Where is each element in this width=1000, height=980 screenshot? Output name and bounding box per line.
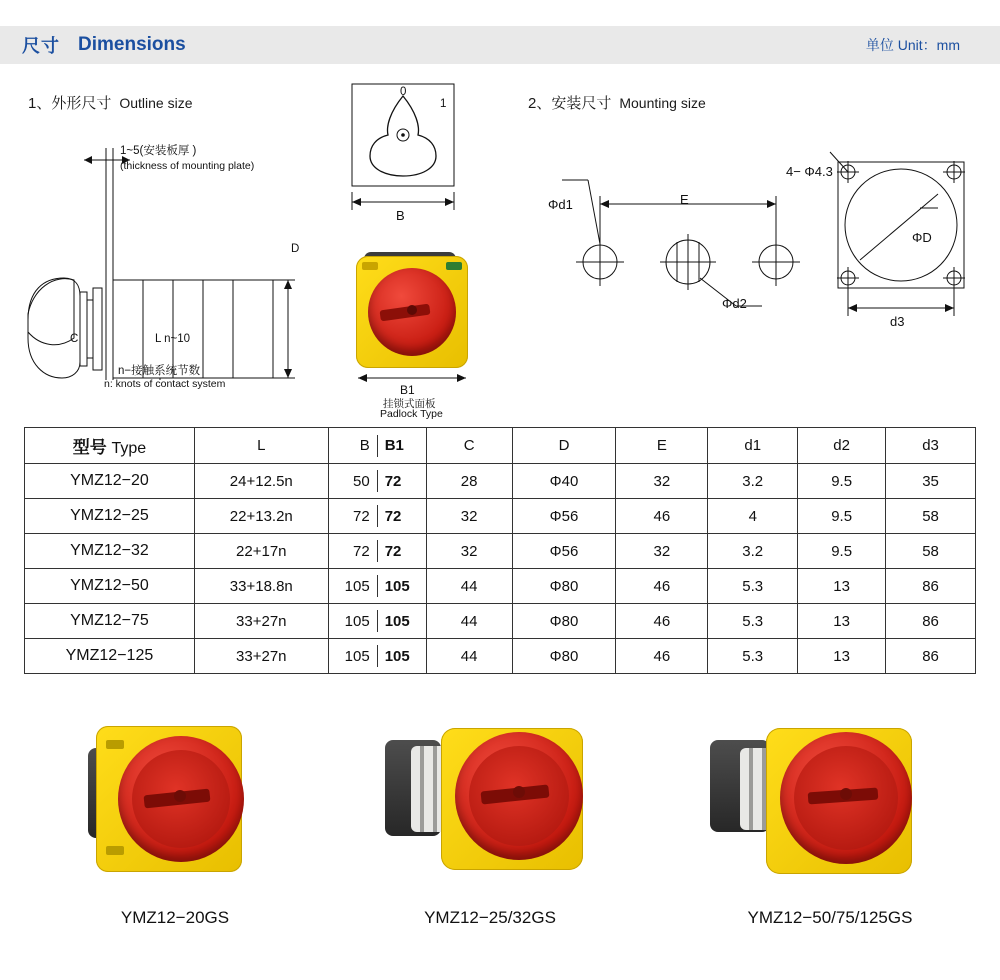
switch-image-2 (345, 710, 635, 900)
cell-L: 33+27n (194, 604, 328, 639)
section-1-label (28, 92, 193, 113)
table-row (25, 604, 976, 639)
cell-d3: 86 (886, 569, 976, 604)
cell-type: YMZ12−75 (25, 604, 195, 639)
cell-B: 72 (353, 542, 370, 560)
product-photo-2 (345, 710, 635, 928)
cell-D: Φ80 (512, 569, 616, 604)
dim-d1-label: Φd1 (548, 197, 573, 212)
cell-E: 46 (616, 569, 708, 604)
section-1-cn: 外形尺寸 (51, 95, 112, 112)
dim-B-label: B (396, 208, 405, 223)
col-E: E (616, 428, 708, 464)
page-title-en: Dimensions (78, 34, 186, 55)
dim-B1-label: B1 (400, 383, 415, 397)
cell-d2: 13 (798, 604, 886, 639)
table-row (25, 464, 976, 499)
table-row (25, 499, 976, 534)
plate-thickness-en: (thickness of mounting plate) (120, 160, 255, 172)
padlock-caption-en: Padlock Type (380, 408, 443, 420)
col-B1: B1 (384, 437, 404, 454)
cell-C: 28 (426, 464, 512, 499)
front-panel-drawing (340, 78, 480, 218)
photo-caption-1: YMZ12−20GS (120, 908, 230, 927)
position-0-label: 0 (400, 86, 407, 98)
col-d3: d3 (886, 428, 976, 464)
cell-d1: 5.3 (708, 639, 798, 674)
cell-C: 44 (426, 604, 512, 639)
col-d1: d1 (708, 428, 798, 464)
cell-d2: 13 (798, 639, 886, 674)
col-D: D (512, 428, 616, 464)
cell-L: 24+12.5n (194, 464, 328, 499)
switch-image-3 (680, 710, 980, 900)
cell-B-B1 (328, 639, 426, 674)
cell-d2: 9.5 (798, 464, 886, 499)
cell-type: YMZ12−20 (25, 464, 195, 499)
plate-thickness-cn: 1~5(安装板厚 ) (120, 145, 197, 157)
mounting-hole-pattern (540, 160, 830, 340)
cell-B1: 105 (384, 612, 410, 630)
cell-d3: 58 (886, 499, 976, 534)
cell-type: YMZ12−25 (25, 499, 195, 534)
cell-L: 33+18.8n (194, 569, 328, 604)
cell-L: 22+13.2n (194, 499, 328, 534)
page-header (0, 26, 1000, 64)
cell-L: 33+27n (194, 639, 328, 674)
cell-D: Φ40 (512, 464, 616, 499)
cell-E: 32 (616, 464, 708, 499)
product-photo-1 (40, 710, 310, 928)
col-type (25, 428, 195, 464)
cell-d2: 9.5 (798, 534, 886, 569)
section-2-index: 2、 (528, 95, 552, 112)
section-2-cn: 安装尺寸 (551, 95, 612, 112)
cell-E: 46 (616, 639, 708, 674)
col-B-B1 (328, 428, 426, 464)
cell-D: Φ80 (512, 639, 616, 674)
cell-d2: 9.5 (798, 499, 886, 534)
cell-d3: 35 (886, 464, 976, 499)
padlock-caption-cn: 挂锁式面板 (383, 398, 436, 410)
dim-E-label: E (680, 192, 689, 207)
col-C: C (426, 428, 512, 464)
dim-C-label: C (70, 333, 79, 345)
cell-type: YMZ12−32 (25, 534, 195, 569)
cell-B: 72 (353, 507, 370, 525)
cell-B: 105 (344, 612, 370, 630)
col-type-cn: 型号 (72, 438, 107, 457)
specification-table (24, 427, 976, 674)
dim-D-label: D (291, 243, 300, 255)
switch-image-1 (40, 710, 310, 900)
table-header-row (25, 428, 976, 464)
cell-B-B1 (328, 604, 426, 639)
cell-C: 32 (426, 499, 512, 534)
padlock-type-photo (356, 252, 468, 370)
cell-type: YMZ12−125 (25, 639, 195, 674)
cell-D: Φ80 (512, 604, 616, 639)
table-row (25, 569, 976, 604)
cell-B1: 105 (384, 647, 410, 665)
cell-B-B1 (328, 534, 426, 569)
dim-BigD-label: ΦD (912, 230, 932, 245)
cell-B1: 105 (384, 577, 410, 595)
cell-B1: 72 (384, 507, 402, 525)
dim-d3-label: d3 (890, 314, 905, 329)
section-2-en: Mounting size (619, 95, 706, 111)
section-1-index: 1、 (28, 95, 52, 112)
cell-C: 32 (426, 534, 512, 569)
cell-d1: 3.2 (708, 464, 798, 499)
cell-d3: 86 (886, 604, 976, 639)
mounting-plate-drawing (820, 150, 990, 340)
section-1-en: Outline size (119, 95, 193, 111)
cell-d1: 5.3 (708, 604, 798, 639)
cell-B: 105 (344, 577, 370, 595)
col-type-en: Type (111, 440, 147, 457)
cell-C: 44 (426, 569, 512, 604)
cell-E: 46 (616, 604, 708, 639)
table-row (25, 639, 976, 674)
cell-L: 22+17n (194, 534, 328, 569)
cell-d1: 4 (708, 499, 798, 534)
cell-D: Φ56 (512, 499, 616, 534)
cell-B: 105 (344, 647, 370, 665)
photo-caption-3: YMZ12−50/75/125GS (747, 908, 913, 927)
col-d2: d2 (798, 428, 886, 464)
cell-B-B1 (328, 499, 426, 534)
cell-C: 44 (426, 639, 512, 674)
cell-B1: 72 (384, 542, 402, 560)
cell-E: 32 (616, 534, 708, 569)
cell-B-B1 (328, 569, 426, 604)
cell-d3: 58 (886, 534, 976, 569)
cell-B1: 72 (384, 472, 402, 490)
position-1-label: 1 (440, 98, 447, 110)
table-row (25, 534, 976, 569)
col-B: B (359, 437, 370, 454)
product-photo-3 (680, 710, 980, 928)
knots-note-en: n: knots of contact system (104, 378, 226, 390)
page-title-cn: 尺寸 (22, 36, 60, 56)
cell-d3: 86 (886, 639, 976, 674)
unit-label: 单位 Unit：mm (865, 37, 960, 53)
cell-D: Φ56 (512, 534, 616, 569)
dim-d2-label: Φd2 (722, 296, 747, 311)
cell-B: 50 (353, 472, 370, 490)
cell-d2: 13 (798, 569, 886, 604)
cell-d1: 5.3 (708, 569, 798, 604)
product-photo-row (0, 700, 1000, 960)
cell-d1: 3.2 (708, 534, 798, 569)
knots-note-cn: n−接触系统节数 (118, 365, 201, 377)
dim-L-label: L n~10 (155, 333, 191, 345)
col-L: L (194, 428, 328, 464)
cell-E: 46 (616, 499, 708, 534)
photo-caption-2: YMZ12−25/32GS (424, 908, 556, 927)
cell-type: YMZ12−50 (25, 569, 195, 604)
cell-B-B1 (328, 464, 426, 499)
four-holes-label: 4− Φ4.3 (786, 164, 833, 179)
section-2-label (528, 92, 706, 113)
